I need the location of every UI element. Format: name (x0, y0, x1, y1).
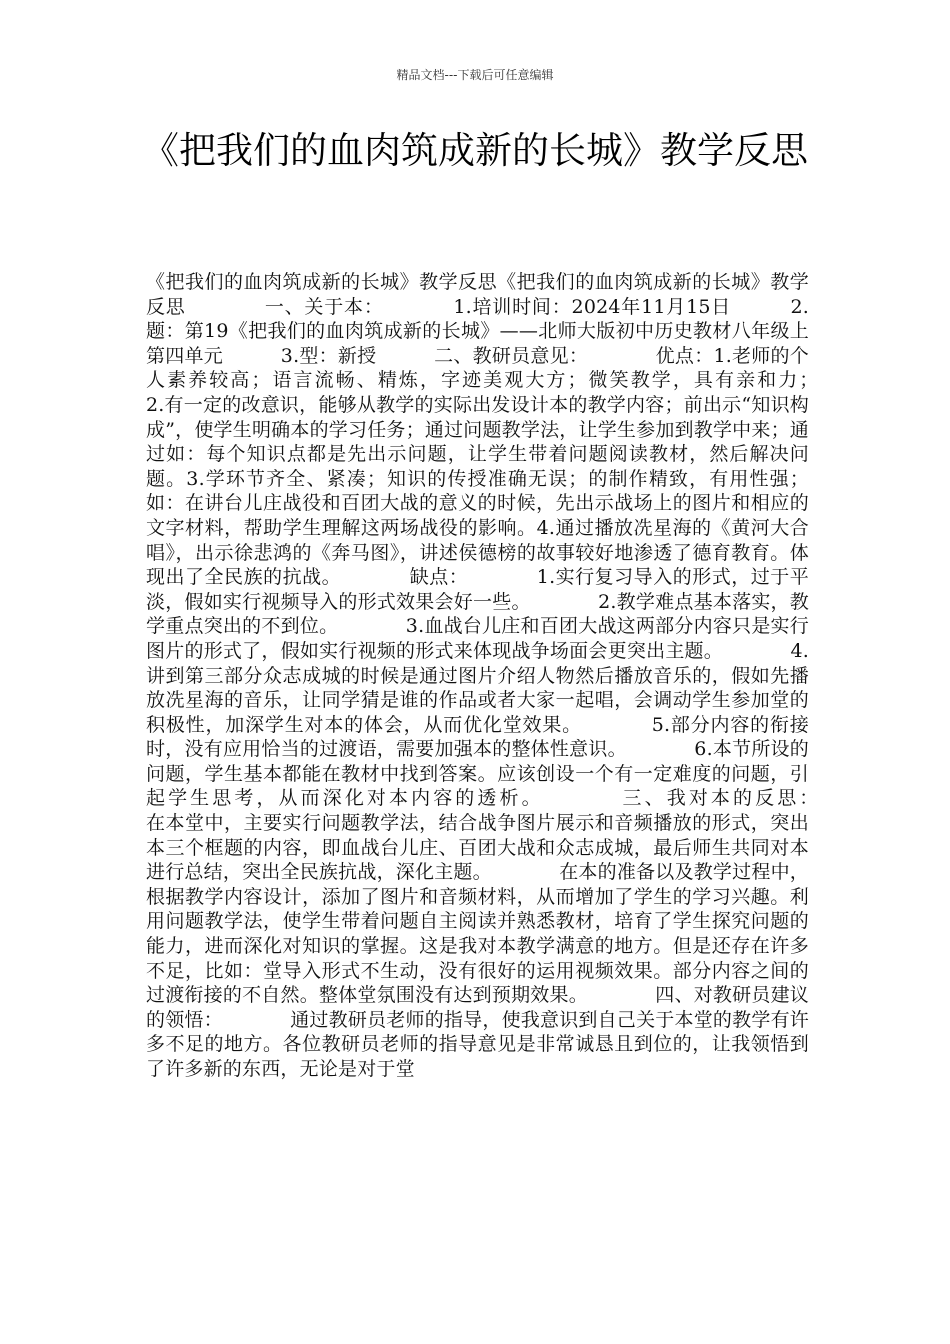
document-title: 《把我们的血肉筑成新的长城》教学反思 (142, 129, 808, 172)
document-body: 《把我们的血肉筑成新的长城》教学反思《把我们的血肉筑成新的长城》教学反思 一、关于本： 1.培训时间：2024年11月15日 2.题：第19《把我们的血肉筑成新的长城》——北师大版初中历史教材八年级上第四单元 3.型：新授 二、教研员意见： 优点：1.老师的个人素养较高；语言流畅、精炼，字迹美观大方；微笑教学，具有亲和力； 2.有一定的改意识，能够从教学的实际出发设计本的教学内容；前出示“知识构成”，使学生明确本的学习任务；通过问题教学法，让学生参加到教学中来；通过如：每个知识点都是先出示问题，让学生带着问题阅读教材，然后解决问题。3.学环节齐全、紧凑；知识的传授准确无误；的制作精致，有用性强；如：在讲台儿庄战役和百团大战的意义的时候，先出示战场上的图片和相应的文字材料，帮助学生理解这两场战役的影响。4.通过播放冼星海的《黄河大合唱》，出示徐悲鸿的《奔马图》，讲述侯德榜的故事较好地渗透了德育教育。体现出了全民族的抗战。 缺点： 1.实行复习导入的形式，过于平淡，假如实行视频导入的形式效果会好一些。 2.教学难点基本落实，教学重点突出的不到位。 3.血战台儿庄和百团大战这两部分内容只是实行图片的形式了，假如实行视频的形式来体现战争场面会更突出主题。 4.讲到第三部分众志成城的时候是通过图片介绍人物然后播放音乐的，假如先播放冼星海的音乐，让同学猜是谁的作品或者大家一起唱，会调动学生参加堂的积极性，加深学生对本的体会，从而优化堂效果。 5.部分内容的衔接时，没有应用恰当的过渡语，需要加强本的整体性意识。 6.本节所设的问题，学生基本都能在教材中找到答案。应该创设一个有一定难度的问题，引起学生思考，从而深化对本内容的透析。 三、我对本的反思： 在本堂中，主要实行问题教学法，结合战争图片展示和音频播放的形式，突出本三个框题的内容，即血战台儿庄、百团大战和众志成城，最后师生共同对本进行总结，突出全民族抗战，深化主题。 在本的准备以及教学过程中，根据教学内容设计，添加了图片和音频材料，从而增加了学生的学习兴趣。利用问题教学法，使学生带着问题自主阅读并熟悉教材，培育了学生探究问题的能力，进而深化对知识的掌握。这是我对本教学满意的地方。但是还存在许多不足，比如：堂导入形式不生动，没有很好的运用视频效果。部分内容之间的过渡衔接的不自然。整体堂氛围没有达到预期效果。 四、对教研员建议的领悟： 通过教研员老师的指导，使我意识到自己关于本堂的教学有许多不足的地方。各位教研员老师的指导意见是非常诚恳且到位的，让我领悟到了许多新的东西，无论是对于堂 (146, 271, 886, 1080)
header-note: 精品文档---下载后可任意编辑 (396, 68, 554, 82)
